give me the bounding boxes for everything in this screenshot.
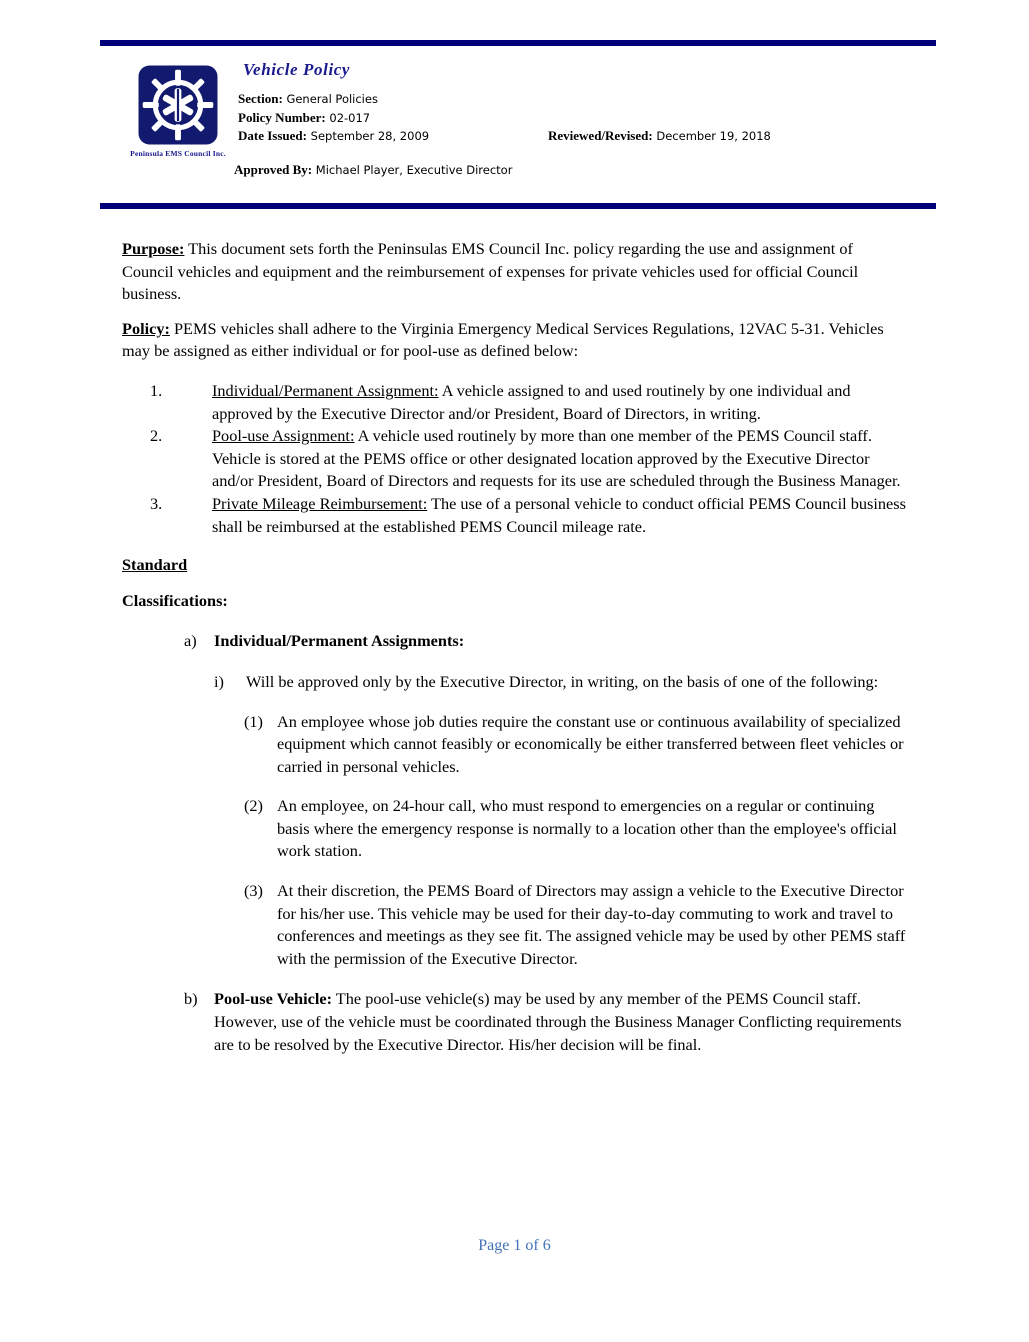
list-item-text: An employee whose job duties require the constant use or continuous availability of specialized equipment which cannot feasibly or economically be either transferred between fleet vehicles or carried in personal vehicles. bbox=[277, 711, 904, 776]
purpose-text: This document sets forth the Peninsulas EMS Council Inc. policy regarding the use and assignment of Council vehicles and equipment and the reimbursement of expenses for private vehicles used for official Council business. bbox=[122, 239, 859, 304]
list-marker: 2. bbox=[150, 426, 163, 446]
header-approved-row bbox=[234, 161, 936, 180]
purpose-label: Purpose: bbox=[122, 239, 185, 258]
classifications-heading: Classifications: bbox=[122, 590, 228, 610]
list-marker: (3) bbox=[244, 881, 263, 901]
policy-number-value: 02-017 bbox=[329, 110, 371, 125]
list-marker: 3. bbox=[150, 493, 163, 513]
reviewed-revised-value: December 19, 2018 bbox=[656, 129, 771, 143]
list-item bbox=[244, 880, 908, 970]
purpose-paragraph bbox=[122, 238, 908, 306]
list-item bbox=[244, 711, 908, 779]
list-marker: (1) bbox=[244, 711, 263, 731]
policy-number-label: Policy Number: bbox=[238, 109, 326, 125]
document-body bbox=[122, 238, 908, 1056]
list-item-lead: Individual/Permanent Assignment: bbox=[212, 380, 439, 400]
header-text-column bbox=[234, 52, 936, 179]
list-marker: (2) bbox=[244, 796, 263, 816]
reviewed-revised-label: Reviewed/Revised: bbox=[548, 128, 653, 143]
policy-paragraph bbox=[122, 318, 908, 363]
classification-a-heading: Individual/Permanent Assignments: bbox=[214, 631, 465, 651]
criteria-list bbox=[244, 711, 908, 971]
list-marker: a) bbox=[184, 631, 197, 651]
section-value: General Policies bbox=[286, 92, 378, 106]
list-item bbox=[122, 380, 908, 425]
section-label: Section: bbox=[238, 91, 283, 106]
header-section-row bbox=[238, 90, 936, 109]
date-issued-value: September 28, 2009 bbox=[310, 129, 430, 143]
page-number: Page 1 of 6 bbox=[478, 1237, 551, 1254]
classification-a-i bbox=[214, 671, 908, 694]
list-marker: b) bbox=[184, 989, 198, 1009]
classification-a-i-text: Will be approved only by the Executive Director, in writing, on the basis of one of the following: bbox=[246, 671, 879, 691]
page-footer bbox=[0, 1237, 1029, 1255]
list-item-lead: Private Mileage Reimbursement: bbox=[212, 493, 428, 513]
list-marker: 1. bbox=[150, 380, 163, 400]
policy-text: PEMS vehicles shall adhere to the Virginia Emergency Medical Services Regulations, 12VAC 5-31. Vehicles may be assigned as either individual or for pool-use as defined below: bbox=[122, 318, 884, 361]
classification-b-text: The pool-use vehicle(s) may be used by any member of the PEMS Council staff. However, use of the vehicle must be coordinated through the Business Manager Conflicting requirements are to be resolved by the Executive Director. His/her decision will be final. bbox=[214, 989, 902, 1054]
assignment-types-list bbox=[122, 380, 908, 538]
document-header bbox=[100, 52, 936, 197]
header-dates-row bbox=[238, 127, 936, 146]
header-top-rule bbox=[100, 40, 936, 46]
list-item-text: An employee, on 24-hour call, who must respond to emergencies on a regular or continuing basis where the emergency response is normally to a location other than the employee's official work station. bbox=[277, 796, 897, 861]
classification-a bbox=[122, 630, 908, 970]
classification-b bbox=[122, 988, 908, 1056]
approved-by-value: Michael Player, Executive Director bbox=[315, 162, 513, 177]
list-item bbox=[122, 425, 908, 493]
list-item-lead: Pool-use Assignment: bbox=[212, 426, 355, 446]
list-item bbox=[122, 493, 908, 538]
list-item bbox=[244, 795, 908, 863]
list-item-text: At their discretion, the PEMS Board of Directors may assign a vehicle to the Executive Director for his/her use. This vehicle may be used for their day-to-day commuting to work and travel to conferences and meetings as they see fit. The assigned vehicle may be used by other PEMS staff with the permission of the Executive Director. bbox=[277, 881, 906, 968]
date-issued-label: Date Issued: bbox=[238, 128, 307, 143]
page-title: Vehicle Policy bbox=[243, 60, 351, 79]
header-policy-number-row bbox=[238, 109, 936, 128]
approved-by-label: Approved By: bbox=[234, 161, 313, 177]
ship-wheel-star-of-life-icon bbox=[136, 63, 220, 147]
organization-logo bbox=[114, 63, 242, 159]
list-item-text: The use of a personal vehicle to conduct official PEMS Council business shall be reimbursed at the established PEMS Council mileage rate. bbox=[212, 493, 906, 536]
list-item-text: A vehicle used routinely by more than one member of the PEMS Council staff. Vehicle is stored at the PEMS office or other designated location approved by the Executive Director and/or President, Board of Directors and requests for its use are scheduled through the Business Manager. bbox=[212, 426, 901, 491]
classification-b-lead: Pool-use Vehicle: bbox=[214, 989, 333, 1009]
header-bottom-rule bbox=[100, 203, 936, 209]
policy-label: Policy: bbox=[122, 318, 170, 338]
standard-heading: Standard bbox=[122, 555, 188, 575]
logo-caption: Peninsula EMS Council Inc. bbox=[130, 149, 226, 158]
reviewed-revised-group bbox=[548, 127, 771, 146]
list-marker: i) bbox=[214, 671, 224, 691]
list-item-text: A vehicle assigned to and used routinely by one individual and approved by the Executive Director and/or President, Board of Directors, in writing. bbox=[212, 380, 851, 423]
